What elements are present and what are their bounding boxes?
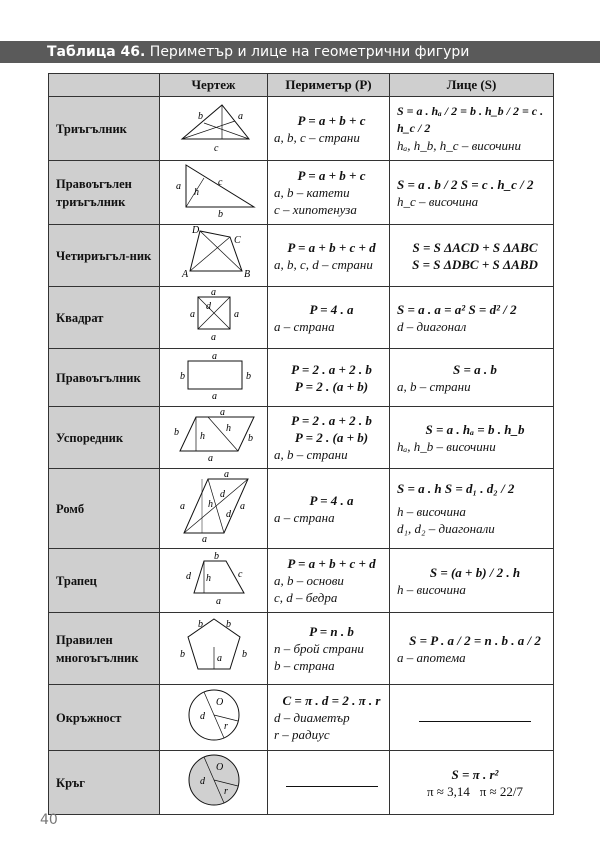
square-figure <box>160 287 268 349</box>
row-name-regular-polygon: Правилен многоъгълник <box>49 613 160 685</box>
parallelogram-area: S = a . hₐ = b . h_b hₐ, h_b – височини <box>390 407 554 469</box>
table-row <box>49 469 554 549</box>
formula-table <box>48 73 554 815</box>
trapezoid-figure <box>160 549 268 613</box>
row-name-parallelogram: Успоредник <box>49 407 160 469</box>
svg-text:a: a <box>179 501 185 512</box>
svg-text:b: b <box>241 649 247 660</box>
row-name-quadrilateral: Четириъгъл-ник <box>49 225 160 287</box>
rectangle-area: S = a . b a, b – страни <box>390 349 554 407</box>
svg-text:d: d <box>199 711 205 722</box>
svg-text:a: a <box>215 596 221 607</box>
row-name-disk: Кръг <box>49 751 160 815</box>
svg-text:c: c <box>217 177 222 188</box>
table-row <box>49 407 554 469</box>
svg-text:a: a <box>239 501 245 512</box>
svg-text:a: a <box>237 111 243 122</box>
svg-text:a: a <box>210 287 216 298</box>
disk-perimeter-empty <box>268 751 390 815</box>
table-title-bar <box>0 41 600 63</box>
svg-text:b: b <box>247 433 253 444</box>
svg-text:c: c <box>237 569 242 580</box>
table-row <box>49 287 554 349</box>
header-empty <box>49 74 160 97</box>
quadrilateral-figure <box>160 225 268 287</box>
svg-text:b: b <box>179 371 185 382</box>
table-row <box>49 613 554 685</box>
table-row <box>49 751 554 815</box>
svg-text:b: b <box>225 619 231 630</box>
rectangle-figure <box>160 349 268 407</box>
svg-text:a: a <box>201 534 207 543</box>
svg-text:O: O <box>215 697 223 708</box>
svg-text:d: d <box>185 571 191 582</box>
circumference-perimeter: C = π . d = 2 . π . r d – диаметър r – радиус <box>268 685 390 751</box>
table-row <box>49 349 554 407</box>
square-area: S = a . a = a² S = d² / 2 d – диагонал <box>390 287 554 349</box>
table-title: Периметър и лице на геометрични фигури <box>145 44 470 60</box>
rhombus-area: S = a . h S = d₁ . d₂ / 2 h – височина d₁, d₂ – диагонали <box>390 469 554 549</box>
circumference-figure <box>160 685 268 751</box>
regular-polygon-area: S = P . a / 2 = n . b . a / 2 a – апотема <box>390 613 554 685</box>
svg-text:b: b <box>245 371 251 382</box>
quadrilateral-perimeter: P = a + b + c + d a, b, c, d – страни <box>268 225 390 287</box>
row-name-rhombus: Ромб <box>49 469 160 549</box>
rhombus-perimeter: P = 4 . a a – страна <box>268 469 390 549</box>
svg-text:B: B <box>243 269 250 280</box>
svg-text:b: b <box>197 111 203 122</box>
svg-text:d: d <box>199 776 205 787</box>
svg-text:a: a <box>211 351 217 362</box>
svg-text:a: a <box>211 391 217 401</box>
svg-text:O: O <box>215 762 223 773</box>
svg-text:a: a <box>219 407 225 418</box>
table-row <box>49 97 554 161</box>
row-name-rectangle: Правоъгълник <box>49 349 160 407</box>
regular-polygon-figure <box>160 613 268 685</box>
svg-text:a: a <box>210 332 216 343</box>
svg-text:c: c <box>213 143 218 154</box>
svg-text:d: d <box>205 301 211 312</box>
square-perimeter: P = 4 . a a – страна <box>268 287 390 349</box>
svg-text:h: h <box>205 573 211 584</box>
row-name-triangle: Триъгълник <box>49 97 160 161</box>
svg-text:r: r <box>223 721 228 732</box>
svg-text:a: a <box>189 309 195 320</box>
svg-text:d: d <box>225 509 231 520</box>
circumference-area-empty <box>390 685 554 751</box>
triangle-figure <box>160 97 268 161</box>
rhombus-figure <box>160 469 268 549</box>
svg-text:D: D <box>191 225 199 236</box>
svg-text:a: a <box>223 469 229 480</box>
triangle-perimeter: P = a + b + c a, b, c – страни <box>268 97 390 161</box>
svg-text:C: C <box>233 235 241 246</box>
svg-text:A: A <box>181 269 188 280</box>
row-name-circle-line: Окръжност <box>49 685 160 751</box>
page-number: 40 <box>40 812 58 828</box>
table-row <box>49 161 554 225</box>
svg-text:a: a <box>175 181 181 192</box>
svg-text:r: r <box>223 786 228 797</box>
trapezoid-perimeter: P = a + b + c + d a, b – основи c, d – бедра <box>268 549 390 613</box>
parallelogram-figure <box>160 407 268 469</box>
right-triangle-perimeter: P = a + b + c a, b – катети c – хипотенуза <box>268 161 390 225</box>
svg-text:b: b <box>179 649 185 660</box>
svg-text:a: a <box>207 453 213 463</box>
header-perimeter: Периметър (P) <box>268 74 390 97</box>
parallelogram-perimeter: P = 2 . a + 2 . b P = 2 . (a + b) a, b – страни <box>268 407 390 469</box>
triangle-area: S = a . hₐ / 2 = b . h_b / 2 = c . h_c / 2 hₐ, h_b, h_c – височини <box>390 97 554 161</box>
regular-polygon-perimeter: P = n . b n – брой страни b – страна <box>268 613 390 685</box>
svg-text:a: a <box>216 653 222 664</box>
table-row <box>49 225 554 287</box>
svg-text:d: d <box>219 489 225 500</box>
disk-area: S = π . r² π ≈ 3,14 π ≈ 22/7 <box>390 751 554 815</box>
svg-text:h: h <box>207 499 213 510</box>
rectangle-perimeter: P = 2 . a + 2 . b P = 2 . (a + b) <box>268 349 390 407</box>
svg-text:h: h <box>199 431 205 442</box>
svg-text:a: a <box>233 309 239 320</box>
trapezoid-area: S = (a + b) / 2 . h h – височина <box>390 549 554 613</box>
header-area: Лице (S) <box>390 74 554 97</box>
right-triangle-area: S = a . b / 2 S = c . h_c / 2 h_c – височина <box>390 161 554 225</box>
svg-text:b: b <box>197 619 203 630</box>
row-name-right-triangle: Правоъгълен триъгълник <box>49 161 160 225</box>
table-number: Таблица 46. <box>47 44 146 60</box>
header-figure: Чертеж <box>160 74 268 97</box>
svg-text:b: b <box>213 551 219 562</box>
right-triangle-figure <box>160 161 268 225</box>
row-name-square: Квадрат <box>49 287 160 349</box>
svg-text:b: b <box>173 427 179 438</box>
table-row <box>49 685 554 751</box>
svg-text:b: b <box>217 209 223 219</box>
table-row <box>49 549 554 613</box>
disk-figure <box>160 751 268 815</box>
svg-text:h: h <box>225 423 231 434</box>
svg-text:h: h <box>193 187 199 198</box>
row-name-trapezoid: Трапец <box>49 549 160 613</box>
quadrilateral-area: S = S ΔACD + S ΔABC S = S ΔDBC + S ΔABD <box>390 225 554 287</box>
